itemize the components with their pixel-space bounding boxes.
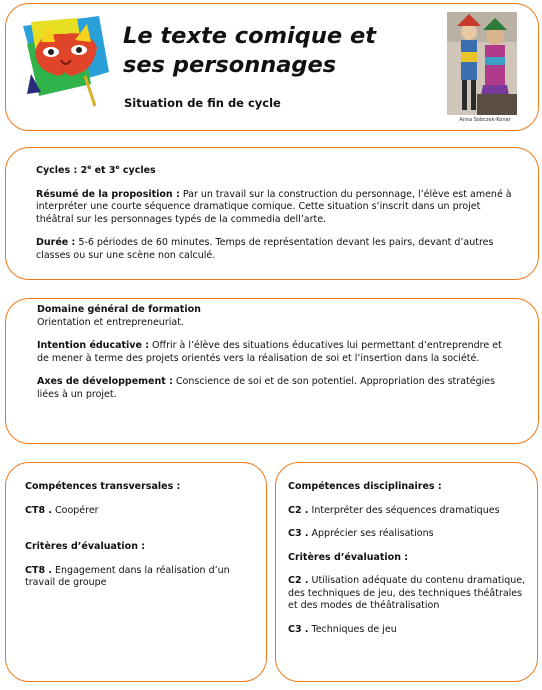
transversal-title: Compétences transversales : [25,481,181,492]
disciplinary-item: C3 . Apprécier ses réalisations [288,528,434,539]
disciplinary-title: Compétences disciplinaires : [288,481,442,492]
page-title: Le texte comique et ses personnages [123,23,376,78]
disciplinary-criterion: C3 . Techniques de jeu [288,623,397,635]
puppets-photo [447,12,517,115]
header-box [5,3,539,131]
transversal-competencies-box [5,462,267,682]
page-subtitle: Situation de fin de cycle [124,96,281,110]
intention-paragraph: Intention éducative : Offrir à l’élève des situations éducatives lui permettant d’entreprendre et de mener à terme des projets orientés vers la réalisation de soi et l’insertion dans la société. [37,340,502,364]
cycles-line: Cycles : 2e et 3e cycles [36,164,156,177]
domain-title: Domaine général de formation [37,304,201,315]
domain-value: Orientation et entrepreneuriat. [37,316,184,328]
transversal-item: CT8 . Coopérer [25,504,99,516]
disciplinary-competencies-box [275,462,538,682]
axes-paragraph: Axes de développement : Conscience de soi et de son potentiel. Appropriation des stratégies liées à un projet. [37,376,496,400]
photo-credit: Anna Sobczek-Konar [459,117,511,123]
disciplinary-criterion: C2 . Utilisation adéquate du contenu dramatique, des techniques de jeu, des techniques théâtrales et des modes de théâtralisation [288,575,526,611]
disciplinary-item: C2 . Interpréter des séquences dramatiques [288,504,500,516]
info-box [5,147,539,280]
disciplinary-criteria-title: Critères d’évaluation : [288,551,409,563]
duree-paragraph: Durée : 5-6 périodes de 60 minutes. Temps de représentation devant les pairs, devant d’autres classes ou sur une scène non calculé. [36,237,494,261]
domain-box [5,298,539,444]
transversal-criterion: CT8 . Engagement dans la réalisation d’un travail de groupe [25,564,230,588]
theatre-mask-logo-icon [21,14,111,109]
resume-paragraph: Résumé de la proposition : Par un travail sur la construction du personnage, l’élève est amené à interpréter une courte séquence dramatique comique. Cette situation s’inscrit dans un projet théâtral sur les personnages typés de la commedia dell’arte. [36,188,512,225]
transversal-criteria-title: Critères d’évaluation : [25,541,146,552]
